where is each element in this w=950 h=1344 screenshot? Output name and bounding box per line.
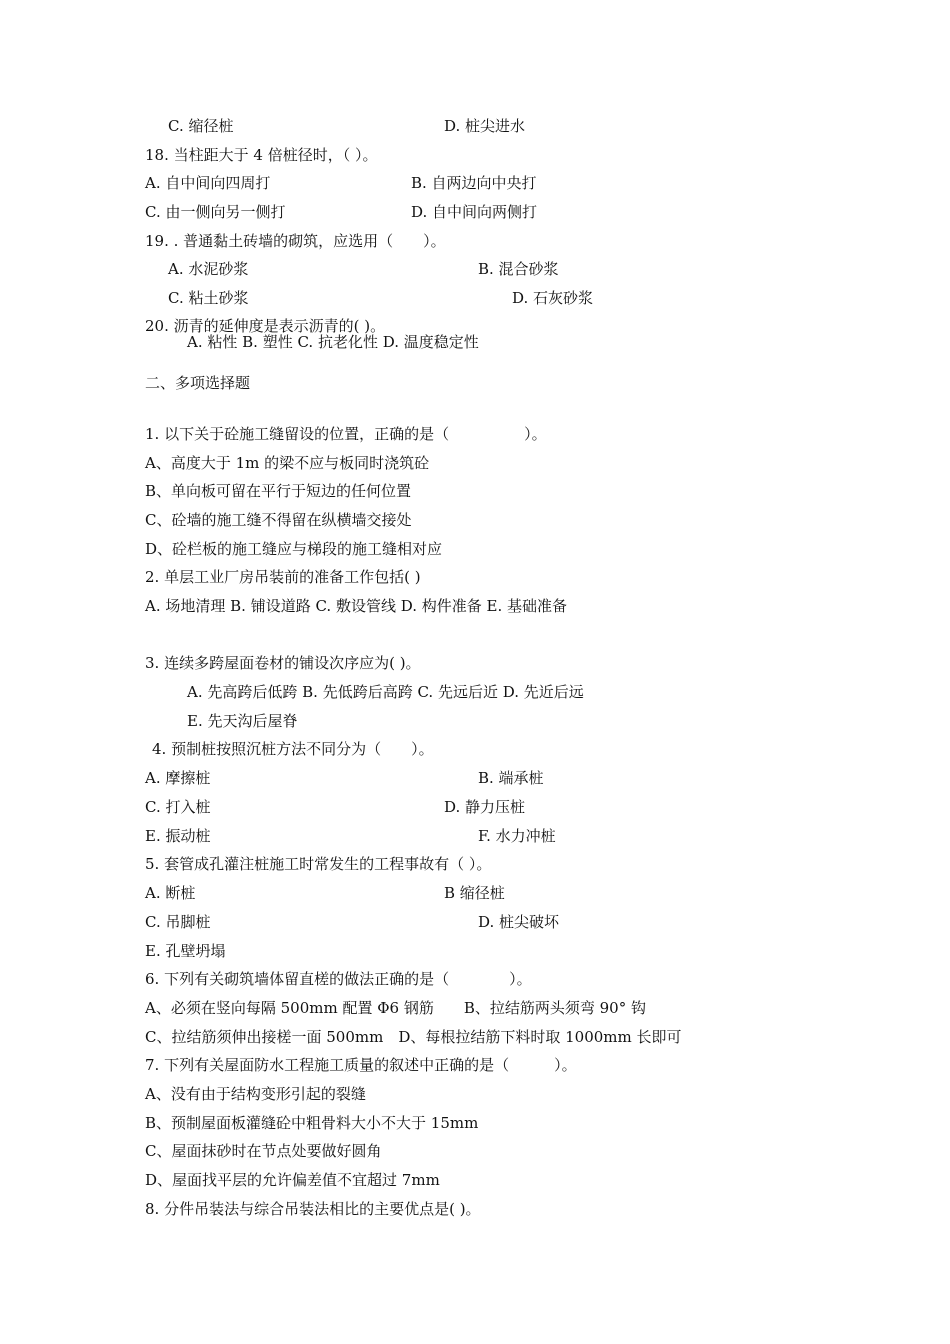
- m7-option-a: A、没有由于结构变形引起的裂缝: [145, 1085, 366, 1103]
- m3-options-line2: E. 先天沟后屋脊: [187, 712, 298, 730]
- m1-option-c: C、砼墙的施工缝不得留在纵横墙交接处: [145, 511, 412, 529]
- section-2-title: 二、多项选择题: [145, 374, 251, 392]
- m3-options-line1: A. 先高跨后低跨 B. 先低跨后高跨 C. 先远后近 D. 先近后远: [187, 683, 584, 701]
- m6-stem: 6. 下列有关砌筑墙体留直槎的做法正确的是（ ）。: [145, 970, 532, 988]
- q20-options: A. 粘性 B. 塑性 C. 抗老化性 D. 温度稳定性: [187, 333, 479, 351]
- q19-option-a: A. 水泥砂浆: [168, 260, 249, 278]
- q18-option-c: C. 由一侧向另一侧打: [145, 203, 286, 221]
- m4-option-b: B. 端承桩: [478, 769, 544, 787]
- m4-option-f: F. 水力冲桩: [478, 827, 556, 845]
- m5-option-b: B 缩径桩: [444, 884, 505, 902]
- m4-option-d: D. 静力压桩: [444, 798, 526, 816]
- m5-stem: 5. 套管成孔灌注桩施工时常发生的工程事故有（ ）。: [145, 855, 492, 873]
- q19-option-c: C. 粘土砂浆: [168, 289, 249, 307]
- m5-option-a: A. 断桩: [145, 884, 196, 902]
- m7-option-d: D、屋面找平层的允许偏差值不宜超过 7mm: [145, 1171, 440, 1189]
- m7-stem: 7. 下列有关屋面防水工程施工质量的叙述中正确的是（ ）。: [145, 1056, 577, 1074]
- m7-option-c: C、屋面抹砂时在节点处要做好圆角: [145, 1142, 382, 1160]
- q19-option-b: B. 混合砂浆: [478, 260, 559, 278]
- m6-options-cd: C、拉结筋须伸出接槎一面 500mm D、每根拉结筋下料时取 1000mm 长即可: [145, 1028, 682, 1046]
- m8-stem: 8. 分件吊装法与综合吊装法相比的主要优点是( )。: [145, 1200, 481, 1218]
- q18-option-a: A. 自中间向四周打: [145, 174, 271, 192]
- m5-option-d: D. 桩尖破坏: [478, 913, 560, 931]
- m4-option-a: A. 摩擦桩: [145, 769, 211, 787]
- m6-options-ab: A、必须在竖向每隔 500mm 配置 Φ6 钢筋 B、拉结筋两头须弯 90° 钩: [145, 999, 646, 1017]
- m1-option-a: A、高度大于 1m 的梁不应与板同时浇筑砼: [145, 454, 430, 472]
- m5-option-e: E. 孔壁坍塌: [145, 942, 226, 960]
- q20-stem: 20. 沥青的延伸度是表示沥青的( )。: [145, 317, 386, 335]
- m4-stem: 4. 预制桩按照沉桩方法不同分为（ ）。: [152, 740, 434, 758]
- m1-stem: 1. 以下关于砼施工缝留设的位置，正确的是（ ）。: [145, 425, 547, 443]
- m4-option-c: C. 打入桩: [145, 798, 211, 816]
- m4-option-e: E. 振动桩: [145, 827, 211, 845]
- m7-option-b: B、预制屋面板灌缝砼中粗骨料大小不大于 15mm: [145, 1114, 479, 1132]
- m5-option-c: C. 吊脚桩: [145, 913, 211, 931]
- m2-options: A. 场地清理 B. 铺设道路 C. 敷设管线 D. 构件准备 E. 基础准备: [145, 597, 567, 615]
- q18-stem: 18. 当柱距大于 4 倍桩径时，（ ）。: [145, 146, 378, 164]
- m1-option-d: D、砼栏板的施工缝应与梯段的施工缝相对应: [145, 540, 443, 558]
- m2-stem: 2. 单层工业厂房吊装前的准备工作包括( ): [145, 568, 421, 586]
- q17-option-c: C. 缩径桩: [168, 117, 234, 135]
- q19-option-d: D. 石灰砂浆: [512, 289, 594, 307]
- m1-option-b: B、单向板可留在平行于短边的任何位置: [145, 482, 412, 500]
- q17-option-d: D. 桩尖进水: [444, 117, 526, 135]
- m3-stem: 3. 连续多跨屋面卷材的铺设次序应为( )。: [145, 654, 421, 672]
- q18-option-b: B. 自两边向中央打: [411, 174, 537, 192]
- q19-stem: 19. . 普通黏土砖墙的砌筑，应选用（ ）。: [145, 232, 446, 250]
- q18-option-d: D. 自中间向两侧打: [411, 203, 538, 221]
